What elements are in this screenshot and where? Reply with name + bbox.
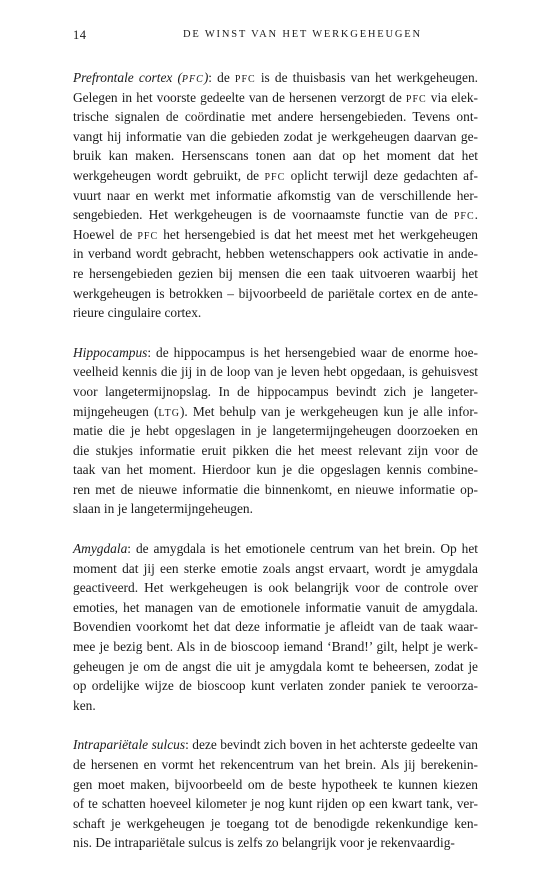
text-run: of te schatten hoeveel kilometer je nog kunt rijden op een kwart tank, ver- [73,796,478,812]
text-run: ren met de nieuwe informatie die binnenkomt, en nieuwe informatie op- [73,481,478,497]
body-text [73,68,478,873]
text-run: taak van het moment. Hierdoor kun je die opgeslagen kennis combine- [73,462,478,478]
text-line [73,617,478,637]
text-run: : deze bevindt zich boven in het achterste gedeelte van [185,737,478,753]
text-run: mijngeheugen ( [73,403,159,419]
text-run: op ordelijke wijze de bioscoop kunt verlaten zonder paniek te veroorza- [73,678,478,694]
text-run: : de [208,70,235,85]
text-line [73,166,478,186]
text-line [73,814,478,834]
text-run: rieure cingulaire cortex. [73,305,202,321]
text-run: is de thuisbasis van het werkgeheugen. [255,70,478,85]
text-run: bruik kan maken. Hersenscans tonen aan dat op het moment dat het [73,148,478,164]
text-line [73,460,478,480]
text-run: trische signalen de coördinatie met andere hersengebieden. Tevens ont- [73,109,478,125]
text-run: Gelegen in het voorste gedeelte van de hersenen verzorgt de [73,89,406,105]
text-run: oplicht terwijl deze gedachten af- [285,167,478,183]
text-run: ). Met behulp van je werkgeheugen kun je alle infor- [179,403,478,419]
term-heading: Intrapariëtale sulcus [73,737,186,753]
text-line [73,775,478,795]
text-run: gen moet maken, bijvoorbeeld om de beste hypotheek te kunnen kiezen [73,776,478,792]
text-run: Hoewel de [73,226,138,242]
abbreviation: PFC [264,171,286,183]
text-line [73,382,478,402]
text-run: de hersenen en vormt het rekencentrum van het brein. Als jij berekenin- [73,757,478,772]
text-line [73,598,478,618]
abbreviation: PFC [405,93,427,105]
text-line [73,755,478,775]
text-line [73,146,478,166]
text-run: voor langetermijnopslag. In de hippocampus bevindt zich je langeter- [73,383,478,399]
text-line [73,637,478,657]
text-line [73,303,478,323]
text-run: : de hippocampus is het hersengebied waar de enorme hoe- [147,344,478,360]
term-heading: ) [203,70,209,85]
text-run: in verband wordt gebracht, hebben wetenschappers ook activatie in ande- [73,246,478,262]
term-heading: Prefrontale cortex ( [73,70,182,85]
text-line [73,676,478,696]
paragraph-amygdala [73,539,478,715]
text-run: geheugen je om de angst die uit je amygdala komt te beheersen, zodat je [73,658,478,674]
text-run: het hersengebied is dat het meest met het werkgeheugen [158,226,478,242]
text-run: slaan in je langetermijngeheugen. [73,501,253,517]
running-head [73,27,478,43]
page-number: 14 [73,28,87,42]
text-line [73,696,478,716]
text-run: vangt hij informatie van die gebieden zodat je werkgeheugen daarvan ge- [73,128,478,144]
running-title: DE WINST VAN HET WERKGEHEUGEN [183,29,422,40]
text-line [73,539,478,559]
text-line [73,68,478,88]
paragraph-prefrontale-cortex [73,68,478,323]
text-line [73,88,478,108]
text-line [73,343,478,363]
text-line [73,578,478,598]
text-run: mee je bezig bent. Als in de bioscoop iemand ‘Brand!’ gilt, helpt je werk- [73,639,478,655]
text-run: die stukjes informatie eruit pikken die het meest relevant zijn voor de [73,442,478,458]
term-abbreviation: PFC [181,74,204,85]
text-line [73,284,478,304]
term-heading: Hippocampus [73,344,148,360]
text-line [73,186,478,206]
text-line [73,205,478,225]
text-line [73,264,478,284]
text-line [73,441,478,461]
text-run: vuurt naar en werkt met informatie afkomstig van de verschillende her- [73,187,478,203]
abbreviation: LTG [158,407,180,419]
text-run: ken. [73,697,96,713]
text-run: sengebieden. Het werkgeheugen is de voornaamste functie van de [73,207,454,223]
abbreviation: PFC [453,211,475,223]
text-run: emoties, het managen van de emotionele informatie vanuit de amygdala. [73,599,478,615]
text-run: moment dat jij een sterke emotie zoals angst ervaart, wordt je amygdala [73,560,478,576]
text-line [73,794,478,814]
text-run: Bovendien voorkomt het dat deze informatie je afleidt van de taak waar- [73,619,478,635]
text-line [73,421,478,441]
text-run: werkgeheugen is betrokken – bijvoorbeeld de pariëtale cortex en de ante- [73,285,478,301]
text-run: werkgeheugen wordt gebruikt, de [73,167,265,183]
abbreviation: PFC [234,74,256,85]
text-run: : de amygdala is het emotionele centrum van het brein. Op het [127,541,478,557]
text-line [73,107,478,127]
text-run: geactiveerd. Het werkgeheugen is ook belangrijk voor de controle over [73,580,478,596]
text-line [73,657,478,677]
text-run: re hersengebieden gezien bij mensen die een taak uitvoeren waarbij het [73,265,478,281]
text-run: veelheid kennis die jij in de loop van je leven hebt opgedaan, is gehuisvest [73,364,478,380]
text-line [73,244,478,264]
text-run: nis. De intrapariëtale sulcus is zelfs zo belangrijk voor je rekenvaardig- [73,835,455,851]
paragraph-intrapariëtale-sulcus [73,735,478,853]
text-line [73,127,478,147]
text-run: via elek- [426,89,478,105]
text-run: . [474,207,478,223]
text-line [73,833,478,853]
text-run: schaft je werkgeheugen je toegang tot de benodigde rekenkundige ken- [73,815,478,831]
text-line [73,480,478,500]
text-run: matie die je hebt opgeslagen in je langetermijngeheugen doorzoeken en [73,423,478,439]
text-line [73,735,478,755]
abbreviation: PFC [137,230,159,242]
term-heading: Amygdala [73,541,128,557]
text-line [73,362,478,382]
paragraph-hippocampus [73,343,478,519]
text-line [73,402,478,422]
text-line [73,225,478,245]
text-line [73,559,478,579]
text-line [73,499,478,519]
